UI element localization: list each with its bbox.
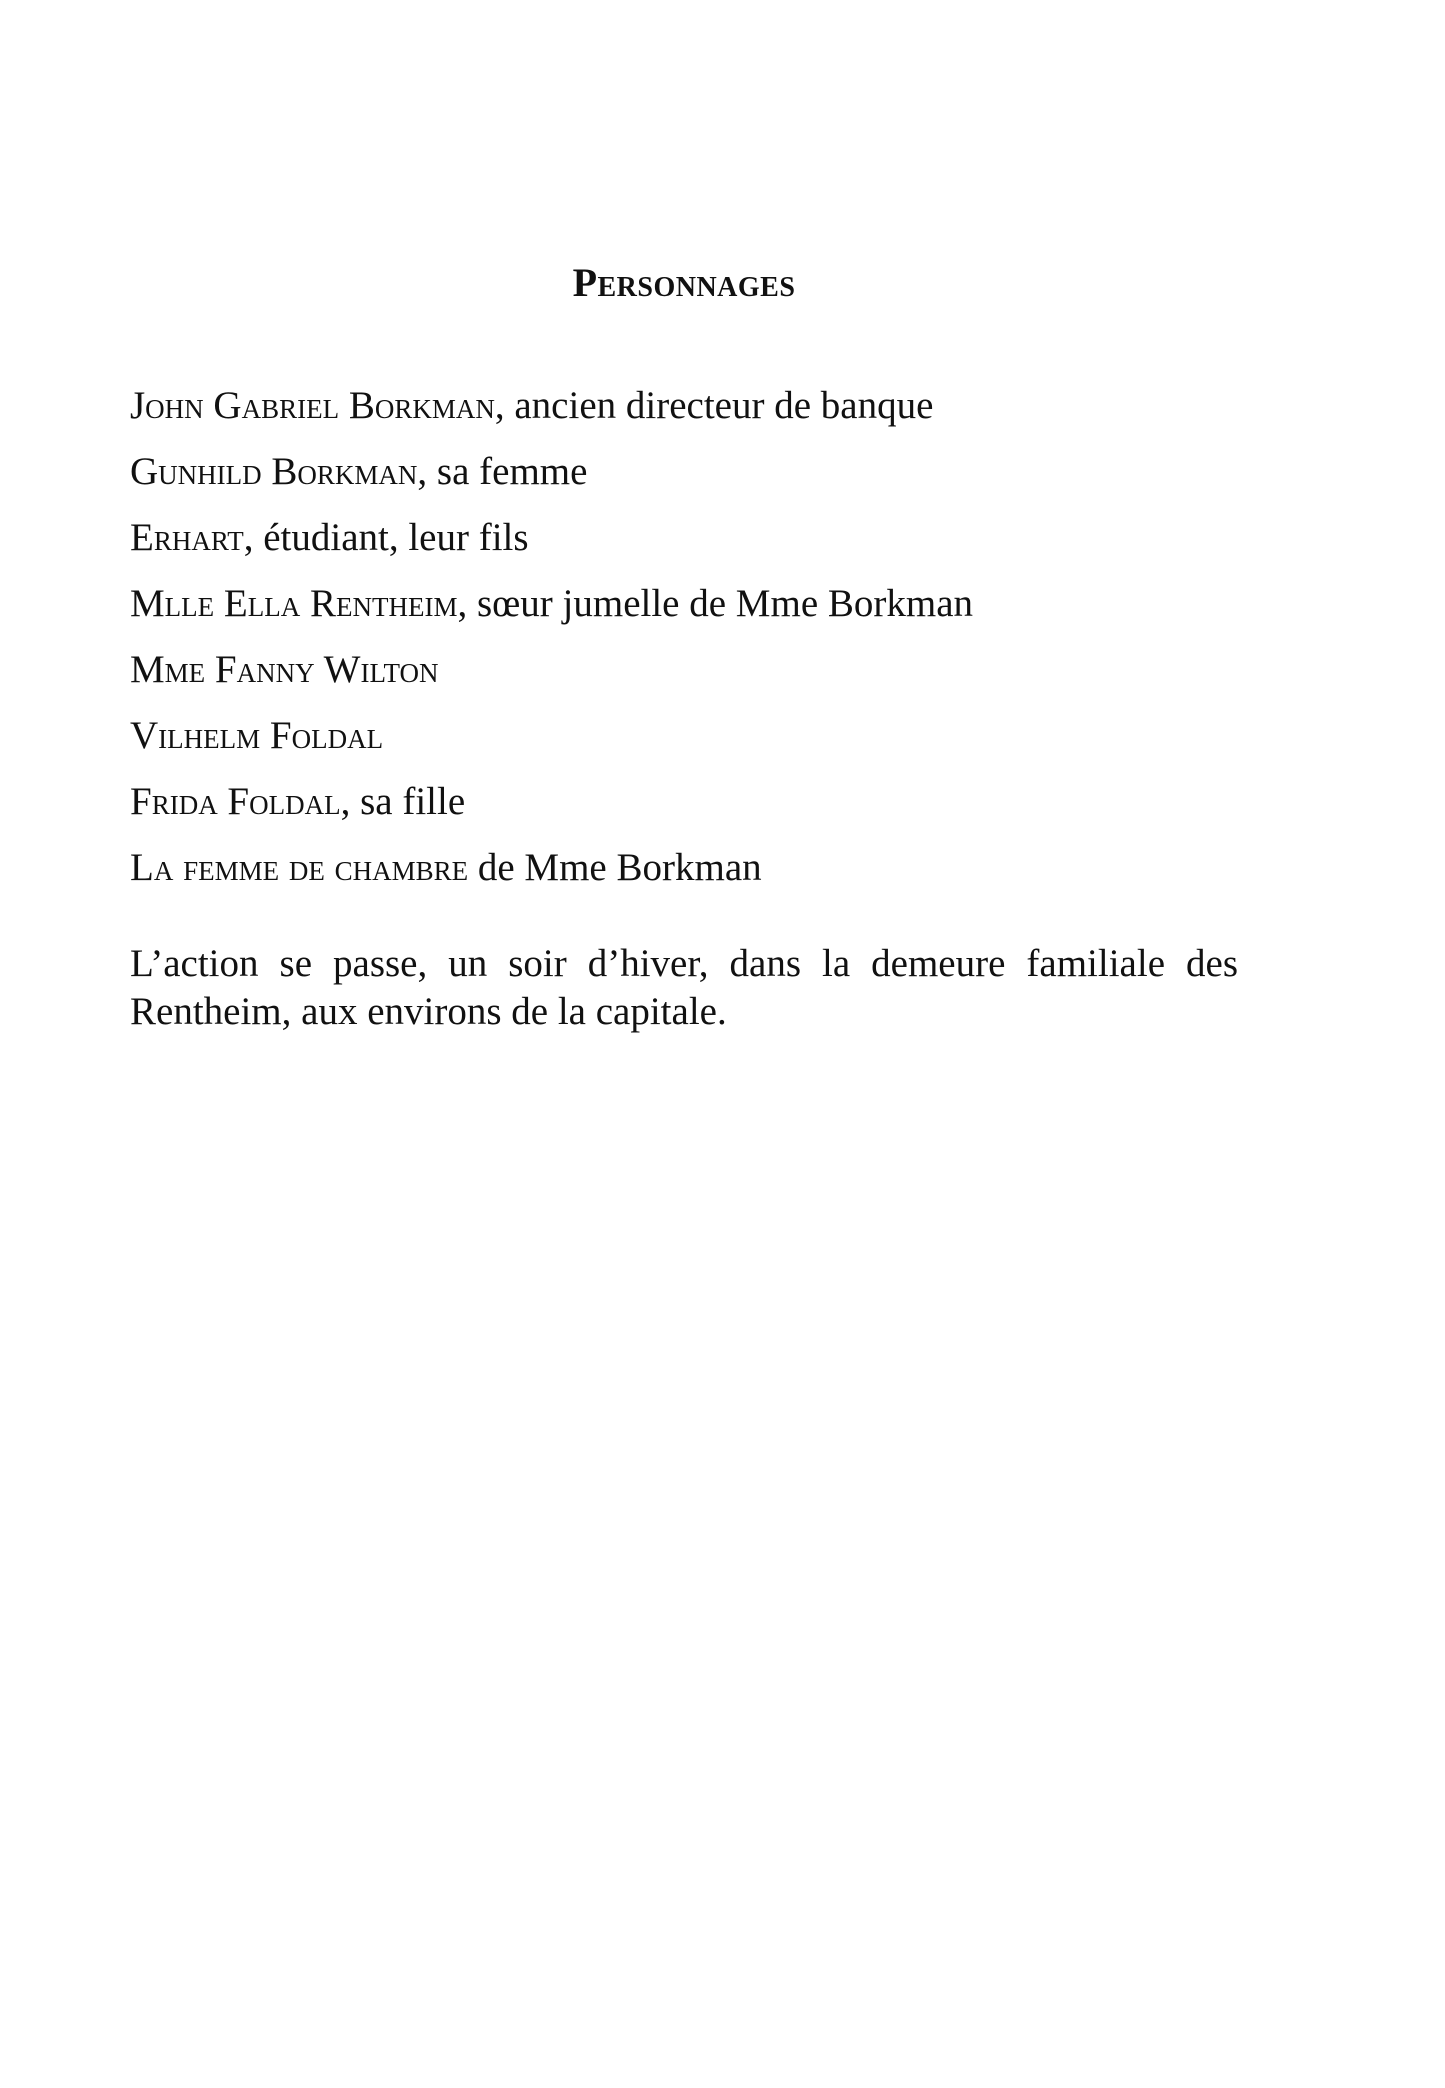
character-name: Vilhelm Foldal [130, 714, 384, 757]
character-name: Gunhild Borkman [130, 450, 418, 493]
cast-item [130, 505, 973, 571]
character-description: , sa femme [417, 450, 588, 493]
character-name: John Gabriel Borkman [130, 384, 495, 427]
character-description: , sa fille [340, 780, 466, 823]
character-description: , étudiant, leur fils [243, 516, 529, 559]
character-name: Erhart [130, 516, 244, 559]
cast-item [130, 571, 973, 637]
character-description: , sœur jumelle de Mme Borkman [457, 582, 974, 625]
cast-item [130, 835, 973, 901]
cast-item [130, 637, 973, 703]
character-description: , ancien directeur de banque [494, 384, 934, 427]
cast-item [130, 703, 973, 769]
character-name: Mlle Ella Rentheim [130, 582, 458, 625]
cast-list [130, 373, 973, 901]
page-title: Personnages [572, 259, 796, 305]
setting-paragraph: L’action se passe, un soir d’hiver, dans la demeure familiale des Rentheim, aux environs de la capitale. [130, 942, 1238, 1033]
character-name: Mme Fanny Wilton [130, 648, 439, 691]
cast-item [130, 373, 973, 439]
character-name: Frida Foldal [130, 780, 341, 823]
character-name: La femme de chambre [130, 846, 469, 889]
cast-item [130, 769, 973, 835]
character-description: de Mme Borkman [468, 846, 762, 889]
cast-item [130, 439, 973, 505]
